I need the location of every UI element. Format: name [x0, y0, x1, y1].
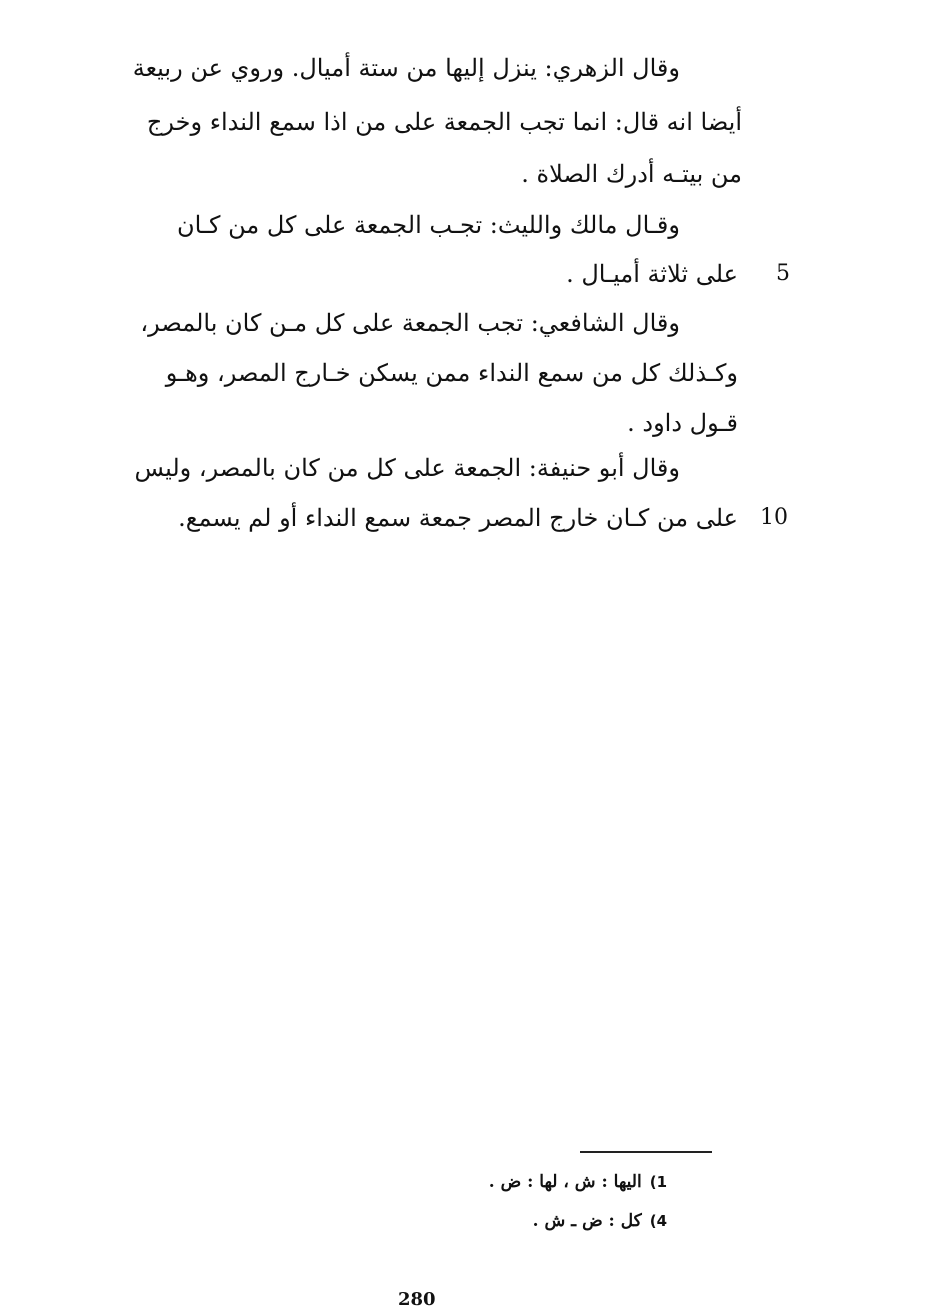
text-line-1: وقال الزهري: ينزل إليها من ستة أميال. وروي عن ربيعة — [132, 54, 680, 82]
text-line-8: قـول داود . — [627, 409, 738, 437]
footnote-separator — [580, 1151, 712, 1153]
line-number-10: 10 — [760, 505, 788, 530]
footnote-2 — [533, 1207, 667, 1235]
text-line-7: وكـذلك كل من سمع النداء ممن يسكن خـارج المصر، وهـو — [165, 359, 738, 387]
text-line-5: على ثلاثة أميـال . — [566, 260, 738, 288]
page-number: 280 — [398, 1289, 436, 1310]
text-line-4: وقـال مالك والليث: تجـب الجمعة على كل من كـان — [177, 211, 680, 239]
text-line-3: من بيتـه أدرك الصلاة . — [521, 160, 742, 188]
text-line-6: وقال الشافعي: تجب الجمعة على كل مـن كان بالمصر، — [140, 309, 680, 337]
footnote-text: كل : ض ـ ش . — [532, 1211, 642, 1231]
text-line-9: وقال أبو حنيفة: الجمعة على كل من كان بالمصر، وليس — [134, 454, 680, 482]
footnote-marker: 4) — [649, 1212, 667, 1230]
line-number-5: 5 — [776, 261, 790, 286]
footnote-text: اليها : ش ، لها : ض . — [488, 1172, 642, 1192]
text-line-10: على من كـان خارج المصر جمعة سمع النداء أو لم يسمع. — [178, 504, 738, 532]
footnote-marker: 1) — [649, 1173, 667, 1191]
footnote-1 — [489, 1168, 667, 1196]
text-line-2: أيضا انه قال: انما تجب الجمعة على من اذا سمع النداء وخرج — [146, 108, 742, 136]
